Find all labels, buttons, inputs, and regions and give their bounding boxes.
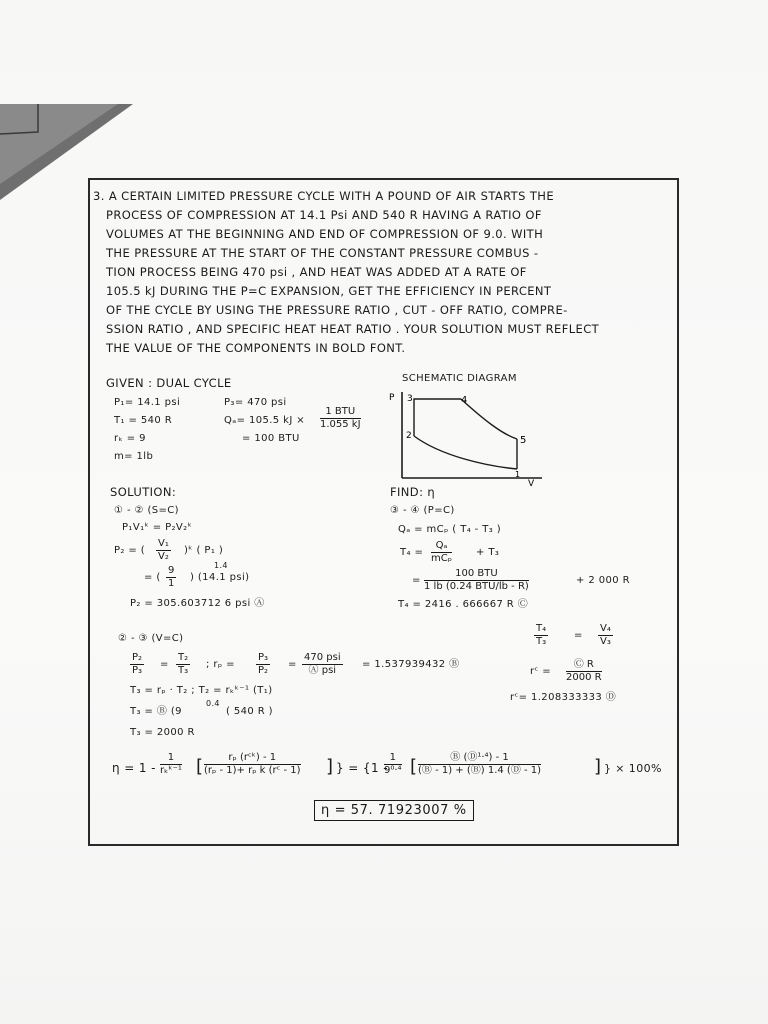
given-title: GIVEN : DUAL CYCLE: [106, 376, 232, 390]
expansion-curve: [461, 399, 517, 439]
pressure-ratio-p2-p3: [130, 652, 144, 677]
efficiency-tail: } × 100%: [604, 762, 662, 775]
open-bracket-1: [: [196, 756, 204, 777]
problem-line-3: VOLUMES AT THE BEGINNING AND END OF COMPRESSION OF 9.0. WITH: [106, 227, 544, 241]
open-bracket-2: [: [410, 756, 418, 777]
given-t1: T₁ = 540 R: [114, 415, 173, 426]
given-p1: P₁= 14.1 psi: [114, 397, 181, 408]
efficiency-term-2: [204, 752, 301, 777]
t3-substitution-exponent: 0.4: [206, 699, 220, 708]
specific-heat-exponent: 1.4: [214, 561, 228, 570]
t4-substitution-equals: =: [412, 575, 421, 586]
process-1-2-p2-formula-rhs: )ᵏ ( P₁ ): [184, 545, 224, 556]
close-bracket-2: ]: [594, 756, 602, 777]
pressure-ratio-label: ; rₚ =: [206, 659, 235, 670]
efficiency-term-3-den: 9⁰·⁴: [384, 765, 402, 776]
pressure-ratio-substitution-num: 470 psi: [304, 652, 341, 663]
constant-volume-and-pressure-lines: [414, 399, 461, 436]
t4-substitution-fraction: [424, 568, 529, 593]
process-1-2-substitution-lhs: = (: [144, 572, 161, 583]
volume-ratio-den: V₂: [158, 551, 169, 562]
point-1-label: 1: [515, 470, 521, 479]
diagram-title: SCHEMATIC DIAGRAM: [402, 373, 517, 384]
given-qa-conversion-num: 1 BTU: [320, 406, 361, 419]
given-qa-lhs: Qₐ= 105.5 kJ ×: [224, 415, 306, 426]
compression-ratio-num: 9: [168, 565, 175, 576]
temperature-ratio-t4-t3-num: T₄: [536, 623, 547, 634]
temperature-ratio-t2-t3: [176, 652, 190, 677]
t4-heat-den: mCₚ: [431, 553, 453, 564]
process-1-2-title: ① - ② (S=C): [114, 505, 179, 516]
p-axis-label: P: [389, 393, 395, 403]
pv-diagram: [386, 386, 546, 488]
problem-line-5: TION PROCESS BEING 470 psi , AND HEAT WAS ADDED AT A RATE OF: [106, 265, 527, 279]
efficiency-term-1-num: 1: [160, 752, 182, 765]
efficiency-term-4-num: Ⓑ (Ⓓ¹·⁴) - 1: [418, 752, 541, 765]
t4-substitution-num: 100 BTU: [424, 568, 529, 581]
equals-sign-1: =: [160, 659, 169, 670]
t3-substitution: T₃ = Ⓑ (9: [130, 706, 182, 717]
temperature-ratio-t2-t3-num: T₂: [178, 652, 189, 663]
cutoff-ratio-lhs: rᶜ =: [530, 666, 551, 677]
pressure-ratio-substitution: [302, 652, 343, 677]
t3-relation: T₃ = rₚ · T₂ ; T₂ = rₖᵏ⁻¹ (T₁): [130, 685, 273, 696]
given-qa-result: = 100 BTU: [242, 433, 300, 444]
given-p3: P₃= 470 psi: [224, 397, 287, 408]
efficiency-term-4-den: (Ⓑ - 1) + (Ⓑ) 1.4 (Ⓓ - 1): [418, 765, 542, 776]
t4-substitution-den: 1 lb (0.24 BTU/lb - R): [424, 581, 529, 592]
pressure-ratio-p3-p2-den: P₂: [258, 665, 269, 676]
compression-curve: [414, 436, 517, 469]
problem-line-8: SSION RATIO , AND SPECIFIC HEAT HEAT RATIO . YOUR SOLUTION MUST REFLECT: [106, 322, 600, 336]
problem-line-7: OF THE CYCLE BY USING THE PRESSURE RATIO , CUT - OFF RATIO, COMPRE-: [106, 303, 568, 317]
problem-line-4: THE PRESSURE AT THE START OF THE CONSTANT PRESSURE COMBUS -: [106, 246, 539, 260]
pressure-ratio-p2-p3-den: P₃: [132, 665, 143, 676]
process-1-2-substitution-rhs: ) (14.1 psi): [190, 572, 250, 583]
given-qa-conversion-den: 1.055 kJ: [320, 419, 361, 430]
efficiency-term-4: [418, 752, 541, 777]
t4-substitution-rhs: + 2 000 R: [576, 575, 630, 586]
find-title: FIND: η: [390, 485, 436, 499]
point-5-label: 5: [520, 435, 527, 446]
efficiency-middle: } = {1 -: [336, 761, 388, 775]
final-efficiency-answer: η = 57. 71923007 %: [314, 800, 474, 821]
volume-ratio-fraction: [156, 538, 171, 563]
problem-line-1: 3. A CERTAIN LIMITED PRESSURE CYCLE WITH A POUND OF AIR STARTS THE: [93, 189, 554, 203]
close-bracket-1: ]: [326, 756, 334, 777]
given-mass: m= 1lb: [114, 451, 154, 462]
efficiency-term-3: [384, 752, 402, 777]
pressure-ratio-result: = 1.537939432 Ⓑ: [362, 659, 460, 670]
pressure-ratio-p3-p2: [256, 652, 270, 677]
temperature-ratio-t4-t3: [534, 623, 548, 648]
cutoff-ratio-den: 2000 R: [566, 672, 602, 683]
efficiency-term-2-num: rₚ (rᶜᵏ) - 1: [204, 752, 301, 765]
process-2-3-title: ② - ③ (V=C): [118, 633, 184, 644]
t3-substitution-rhs: ( 540 R ): [226, 706, 273, 717]
t4-result: T₄ = 2416 . 666667 R Ⓒ: [398, 599, 529, 610]
efficiency-lhs: η = 1 -: [112, 761, 156, 775]
problem-line-9: THE VALUE OF THE COMPONENTS IN BOLD FONT.: [106, 341, 406, 355]
t3-result: T₃ = 2000 R: [130, 727, 195, 738]
cutoff-ratio-fraction: [566, 659, 602, 684]
volume-ratio-v4-v3-den: V₃: [600, 636, 611, 647]
process-1-2-isentropic-relation: P₁V₁ᵏ = P₂V₂ᵏ: [122, 522, 193, 533]
pressure-ratio-p3-p2-num: P₃: [258, 652, 269, 663]
temperature-ratio-t2-t3-den: T₃: [178, 665, 189, 676]
pressure-ratio-substitution-den: Ⓐ psi: [308, 665, 337, 676]
cutoff-ratio-num: Ⓒ R: [566, 659, 602, 672]
p2-result: P₂ = 305.603712 6 psi Ⓐ: [130, 598, 265, 609]
point-4-label: 4: [461, 395, 468, 406]
given-qa-conversion: [320, 406, 361, 431]
t4-heat-fraction: [431, 540, 452, 565]
equals-sign-2: =: [288, 659, 297, 670]
t4-formula-rhs: + T₃: [476, 547, 500, 558]
process-1-2-p2-formula-lhs: P₂ = (: [114, 545, 146, 556]
efficiency-term-1: [160, 752, 182, 777]
efficiency-term-3-num: 1: [384, 752, 402, 765]
compression-ratio-fraction: [166, 565, 176, 590]
compression-ratio-den: 1: [168, 578, 175, 589]
point-3-label: 3: [407, 394, 413, 404]
point-2-label: 2: [406, 431, 412, 441]
t4-heat-num: Qₐ: [431, 540, 452, 553]
cutoff-ratio-result: rᶜ= 1.208333333 Ⓓ: [510, 692, 617, 703]
problem-line-6: 105.5 kJ DURING THE P=C EXPANSION, GET THE EFFICIENCY IN PERCENT: [106, 284, 552, 298]
process-3-4-title: ③ - ④ (P=C): [390, 505, 455, 516]
volume-ratio-v4-v3-num: V₄: [600, 623, 611, 634]
heat-added-equation: Qₐ = mCₚ ( T₄ - T₃ ): [398, 524, 502, 535]
given-rk: rₖ = 9: [114, 433, 146, 444]
t4-formula-lhs: T₄ =: [400, 547, 424, 558]
efficiency-term-1-den: rₖᵏ⁻¹: [160, 765, 182, 776]
equals-sign-3: =: [574, 630, 583, 641]
problem-line-2: PROCESS OF COMPRESSION AT 14.1 Psi AND 540 R HAVING A RATIO OF: [106, 208, 542, 222]
volume-ratio-num: V₁: [158, 538, 169, 549]
pressure-ratio-p2-p3-num: P₂: [132, 652, 143, 663]
volume-ratio-v4-v3: [598, 623, 613, 648]
solution-title: SOLUTION:: [110, 485, 177, 499]
v-axis-label: V: [528, 479, 535, 488]
temperature-ratio-t4-t3-den: T₃: [536, 636, 547, 647]
efficiency-term-2-den: (rₚ - 1)+ rₚ k (rᶜ - 1): [204, 765, 301, 776]
